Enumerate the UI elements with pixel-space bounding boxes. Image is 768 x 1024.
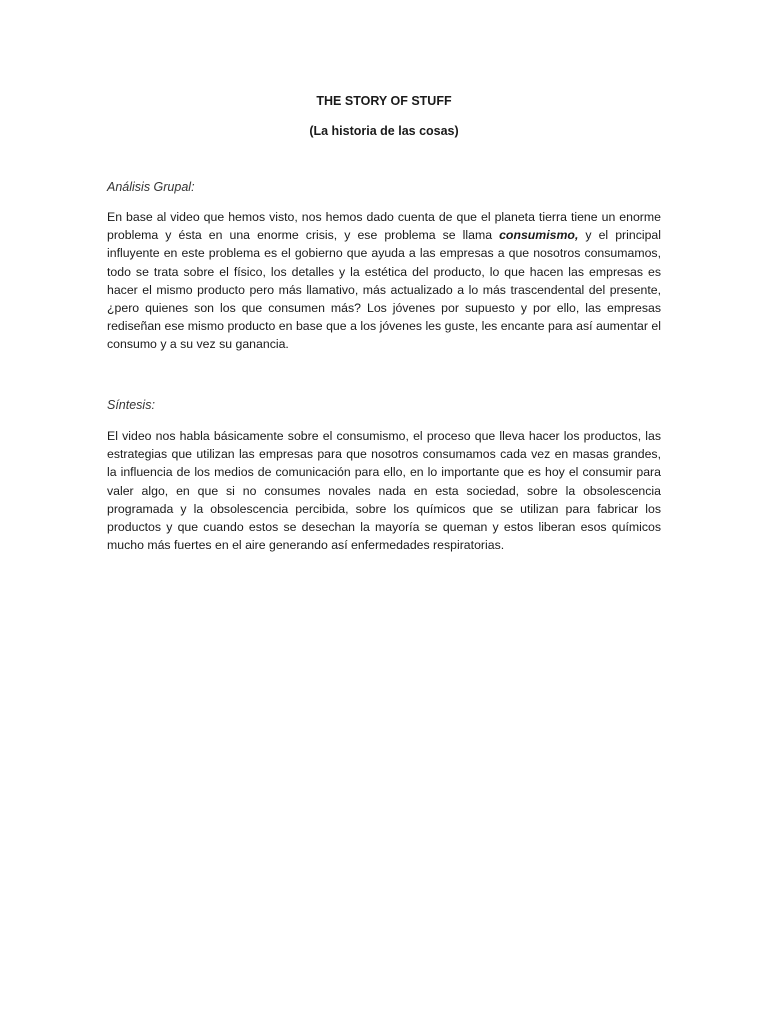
section-heading-analisis: Análisis Grupal:: [107, 180, 195, 194]
section-paragraph-sintesis: El video nos habla básicamente sobre el consumismo, el proceso que lleva hacer los productos, las estrategias que utilizan las empresas para que nosotros consumamos cada vez en masas grandes, la influencia de los medios de comunicación para ello, en lo importante que es hoy el consumir para valer algo, en que si no consumes novales nada en esta sociedad, sobre la obsolescencia programada y la obsolescencia percibida, sobre los químicos que se utilizan para fabricar los productos y que cuando estos se desechan la mayoría se queman y estos liberan esos químicos mucho más fuertes en el aire generando así enfermedades respiratorias.: [107, 429, 661, 553]
section-heading-sintesis: Síntesis:: [107, 398, 155, 412]
document-subtitle: (La historia de las cosas): [309, 124, 459, 138]
paragraph-text-part: y el principal influyente en este problema es el gobierno que ayuda a las empresas a que nosotros consumamos, todo se trata sobre el físico, los detalles y la estética del producto, lo que hacen las empresas es hacer el mismo producto pero más llamativo, más actualizado a lo más trascendental del presente, ¿pero quienes son los que consumen más? Los jóvenes por supuesto y por ello, las empresas rediseñan ese mismo producto en base que a los jóvenes les guste, les encante para así aumentar el consumo y a su vez su ganancia.: [107, 228, 662, 352]
emphasized-word: consumismo,: [499, 228, 579, 243]
paragraph-text-part: En base al video que hemos visto, nos hemos dado cuenta de que el planeta tierra tiene un enorme problema y ésta en una enorme crisis, y ese problema se llama: [107, 210, 661, 243]
section-paragraph-analisis: [107, 208, 661, 354]
document-title: THE STORY OF STUFF: [316, 94, 452, 108]
